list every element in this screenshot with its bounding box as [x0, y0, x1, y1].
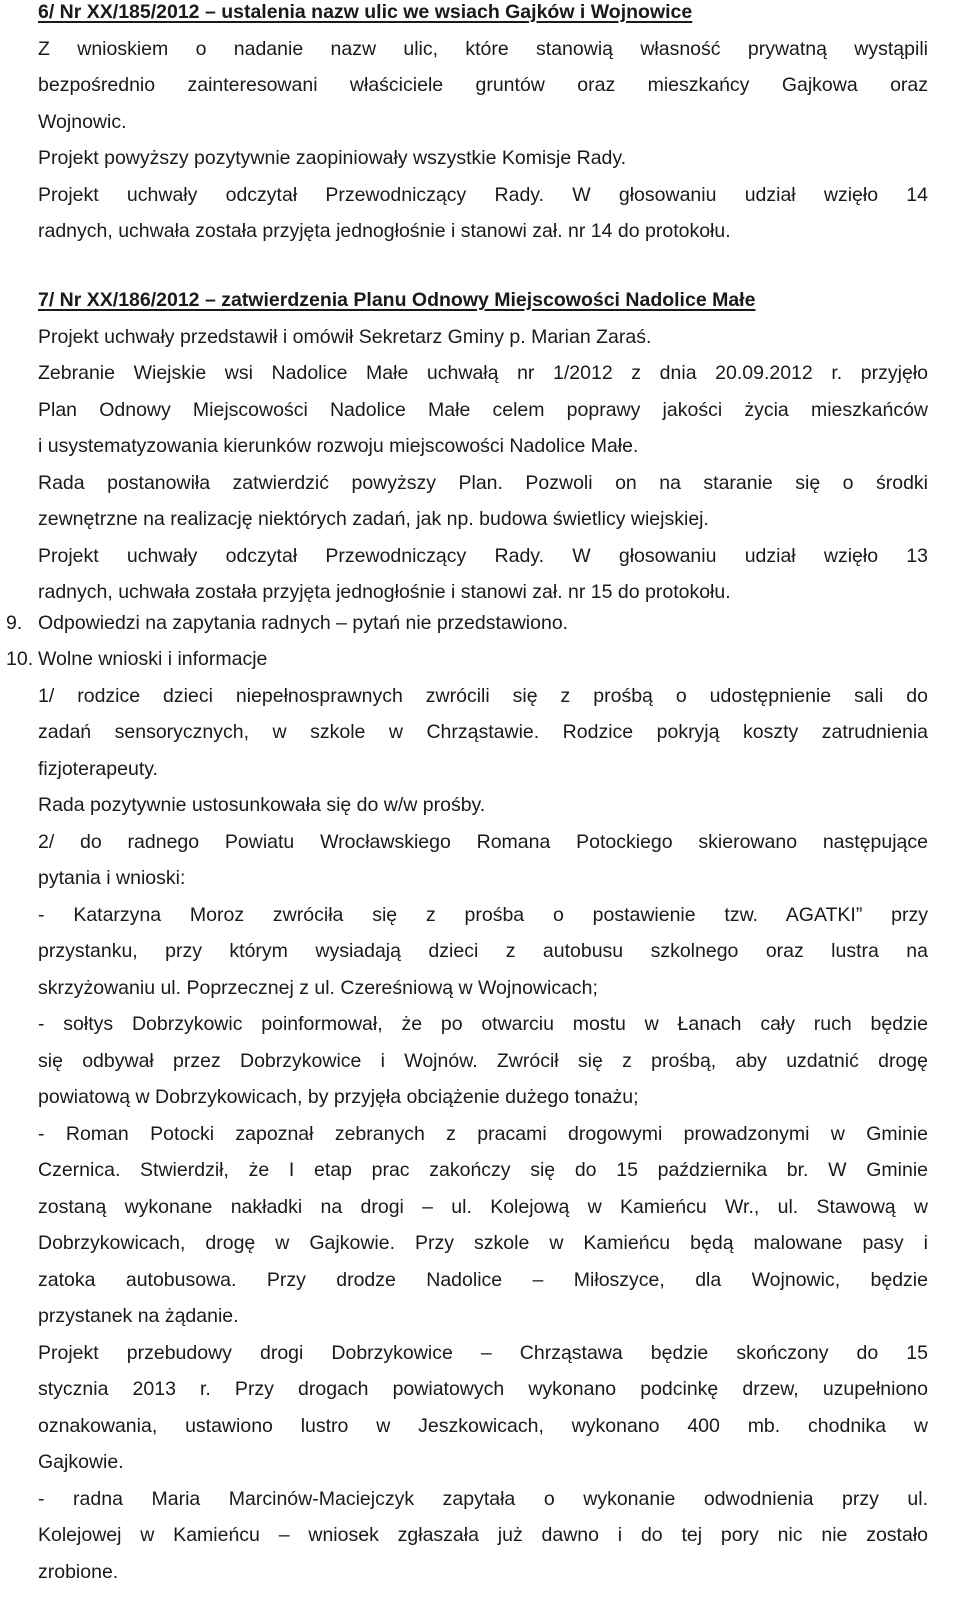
item-10-line: Projekt przebudowy drogi Dobrzykowice – Chrząstawa będzie skończony do 15 — [38, 1341, 928, 1364]
item-10-title: Wolne wnioski i informacje — [38, 648, 268, 670]
section-7-line: Projekt uchwały przedstawił i omówił Sekretarz Gminy p. Marian Zaraś. — [38, 325, 652, 348]
item-10-line: przystanek na żądanie. — [38, 1305, 239, 1327]
section-7 — [38, 282, 928, 611]
item-9 — [38, 605, 928, 642]
item-10-line: 2/ do radnego Powiatu Wrocławskiego Romana Potockiego skierowano następujące — [38, 830, 928, 853]
section-6-heading: 6/ Nr XX/185/2012 – ustalenia nazw ulic we wsiach Gajków i Wojnowice — [38, 1, 693, 23]
item-10-line: 1/ rodzice dzieci niepełnosprawnych zwrócili się z prośbą o udostępnienie sali do — [38, 684, 928, 707]
item-10-line: - sołtys Dobrzykowic poinformował, że po otwarciu mostu w Łanach cały ruch będzie — [38, 1013, 928, 1035]
item-10-line: - radna Maria Marcinów-Maciejczyk zapytała o wykonanie odwodnienia przy ul. — [38, 1487, 928, 1510]
item-10-line: stycznia 2013 r. Przy drogach powiatowych wykonano podcinkę drzew, uzupełniono — [38, 1378, 928, 1400]
item-10-line: zostaną wykonane nakładki na drogi – ul. Kolejową w Kamieńcu Wr., ul. Stawową w — [38, 1195, 928, 1218]
section-7-line: i usystematyzowania kierunków rozwoju miejscowości Nadolice Małe. — [38, 435, 639, 457]
section-6-line: Projekt uchwały odczytał Przewodniczący Rady. W głosowaniu udział wzięło 14 — [38, 183, 928, 206]
section-7-line: Rada postanowiła zatwierdzić powyższy Plan. Pozwoli on na staranie się o środki — [38, 471, 928, 494]
section-7-line: radnych, uchwała została przyjęta jednogłośnie i stanowi zał. nr 15 do protokołu. — [38, 581, 731, 603]
item-10-line: przystanku, przy którym wysiadają dzieci z autobusu szkolnego oraz lustra na — [38, 940, 928, 962]
section-6-line: Z wnioskiem o nadanie nazw ulic, które stanowią własność prywatną wystąpili — [38, 37, 928, 60]
item-10-line: skrzyżowaniu ul. Poprzecznej z ul. Czereśniową w Wojnowicach; — [38, 976, 598, 999]
item-10-line: pytania i wnioski: — [38, 867, 186, 889]
item-10-line: się odbywał przez Dobrzykowice i Wojnów. Zwrócił się z prośbą, aby uzdatnić drogę — [38, 1049, 928, 1072]
item-9-number: 9. — [6, 612, 23, 634]
section-6-line: bezpośrednio zainteresowani właściciele gruntów oraz mieszkańcy Gajkowa oraz — [38, 74, 928, 96]
section-7-line: Zebranie Wiejskie wsi Nadolice Małe uchwałą nr 1/2012 z dnia 20.09.2012 r. przyjęło — [38, 362, 928, 384]
item-10-line: - Katarzyna Moroz zwróciła się z prośba o postawienie tzw. AGATKI” przy — [38, 903, 928, 926]
item-10-line: Kolejowej w Kamieńcu – wniosek zgłaszała już dawno i do tej pory nic nie zostało — [38, 1524, 928, 1546]
section-7-heading: 7/ Nr XX/186/2012 – zatwierdzenia Planu Odnowy Miejscowości Nadolice Małe — [38, 289, 756, 311]
item-10-line: - Roman Potocki zapoznał zebranych z pracami drogowymi prowadzonymi w Gminie — [38, 1122, 928, 1145]
section-6-line: Wojnowic. — [38, 110, 127, 133]
item-10-line: Dobrzykowicach, drogę w Gajkowie. Przy szkole w Kamieńcu będą malowane pasy i — [38, 1232, 928, 1254]
item-10-line: oznakowania, ustawiono lustro w Jeszkowicach, wykonano 400 mb. chodnika w — [38, 1414, 928, 1437]
item-10 — [38, 641, 928, 1590]
section-7-line: Plan Odnowy Miejscowości Nadolice Małe celem poprawy jakości życia mieszkańców — [38, 398, 928, 421]
item-9-text: Odpowiedzi na zapytania radnych – pytań nie przedstawiono. — [38, 612, 569, 634]
item-10-number: 10. — [6, 648, 34, 670]
item-10-line: Czernica. Stwierdził, że I etap prac zakończy się do 15 października br. W Gminie — [38, 1159, 928, 1181]
section-7-line: zewnętrzne na realizację niektórych zadań, jak np. budowa świetlicy wiejskiej. — [38, 508, 709, 530]
item-10-line: zadań sensorycznych, w szkole w Chrząstawie. Rodzice pokryją koszty zatrudnienia — [38, 721, 928, 743]
section-6-line: radnych, uchwała została przyjęta jednogłośnie i stanowi zał. nr 14 do protokołu. — [38, 220, 731, 242]
section-7-line: Projekt uchwały odczytał Przewodniczący Rady. W głosowaniu udział wzięło 13 — [38, 544, 928, 567]
item-10-line: fizjoterapeuty. — [38, 757, 158, 780]
item-10-line: powiatową w Dobrzykowicach, by przyjęła obciążenie dużego tonażu; — [38, 1086, 639, 1108]
section-6 — [38, 0, 928, 250]
item-10-line: zrobione. — [38, 1560, 119, 1583]
section-6-line: Projekt powyższy pozytywnie zaopiniowały wszystkie Komisje Rady. — [38, 147, 627, 169]
item-10-line: zatoka autobusowa. Przy drodze Nadolice – Miłoszyce, dla Wojnowic, będzie — [38, 1268, 928, 1291]
item-10-line: Rada pozytywnie ustosunkowała się do w/w prośby. — [38, 794, 486, 816]
item-10-line: Gajkowie. — [38, 1451, 124, 1473]
